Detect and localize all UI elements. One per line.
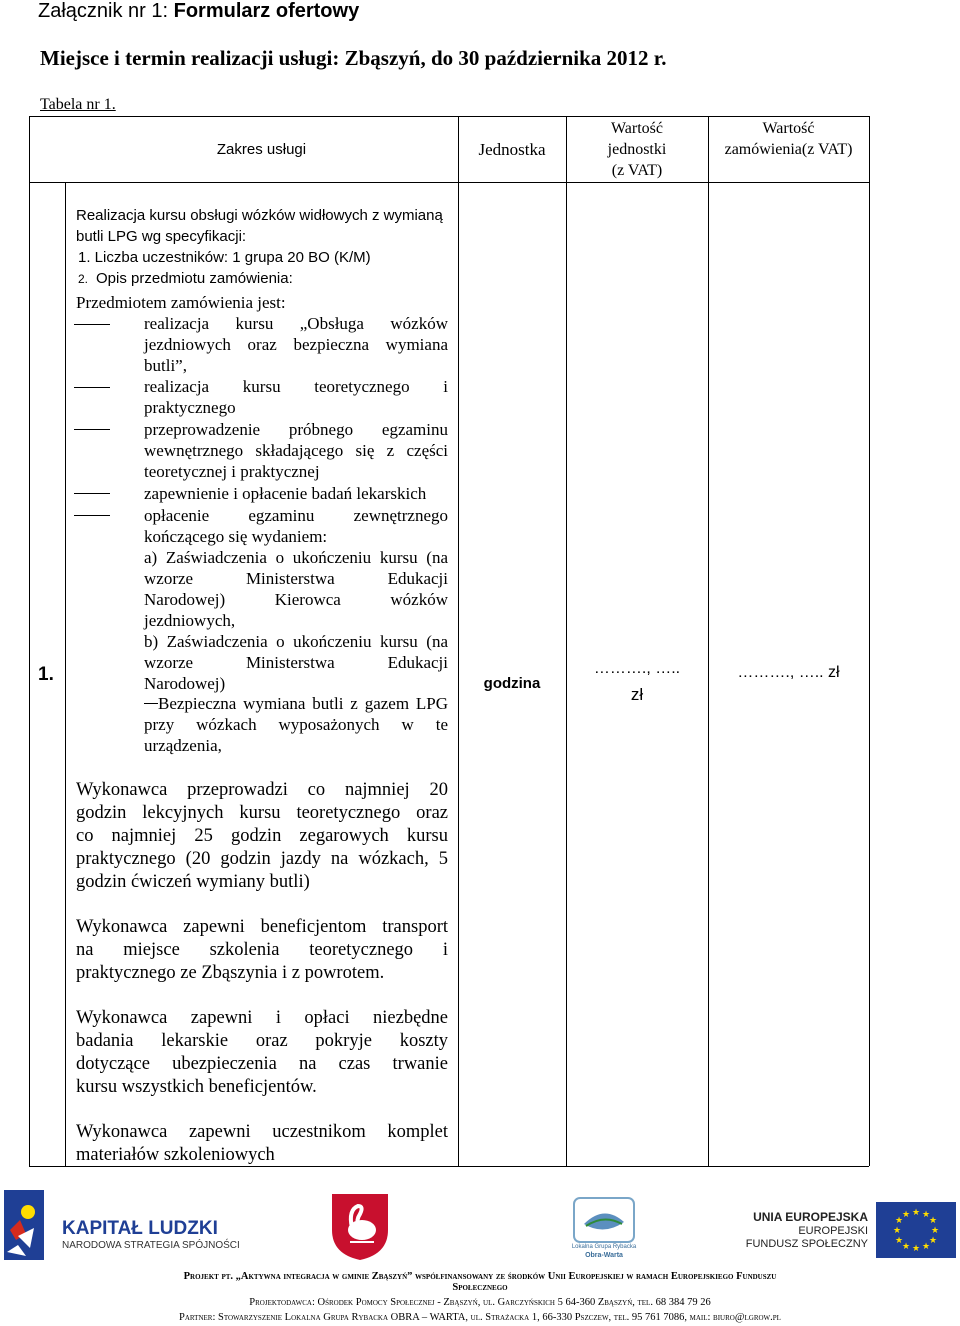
coat-of-arms-icon: [328, 1192, 392, 1262]
col-header-unit: Jednostka: [478, 140, 546, 159]
dash-item-line: a) Zaświadczenia o ukończeniu kursu (na: [144, 548, 448, 567]
dash-item-line: jezdniowych,: [144, 611, 236, 630]
kapital-ludzki-emblem-icon: [4, 1190, 48, 1260]
svg-text:★: ★: [930, 1226, 940, 1236]
footer-project-line2: Społecznego: [452, 1282, 508, 1293]
dash-item-line: przeprowadzenie próbnego egzaminu: [144, 420, 448, 439]
unit-value: godzina: [483, 675, 541, 692]
svg-text:★: ★: [901, 1242, 911, 1252]
paragraph-line: dotyczące ubezpieczenia na czas trwanie: [76, 1054, 448, 1074]
paragraph-line: Wykonawca zapewni beneficjentom transport: [76, 917, 448, 937]
paragraph-line: praktycznego (20 godzin jazdy na wózkach, 5: [76, 849, 448, 869]
dash-item-1: [144, 313, 448, 376]
paragraph-line: materiałów szkoleniowych: [76, 1145, 275, 1165]
dash-item-line: kończącego się wydaniem:: [144, 527, 328, 546]
dash-item-line: wewnętrznego składającego się z części: [144, 441, 448, 460]
page-title: [38, 0, 359, 23]
dash-item-3: [144, 419, 448, 482]
kapital-ludzki-subtitle: NARODOWA STRATEGIA SPÓJNOŚCI: [62, 1240, 240, 1251]
title-bold: Formularz ofertowy: [173, 0, 360, 22]
scope-intro-line2: butli LPG wg specyfikacji:: [76, 228, 247, 245]
unit-price-blank: ………., …..: [593, 660, 681, 677]
dash-item-line: praktycznego: [144, 398, 236, 417]
unit-price-currency: zł: [630, 685, 644, 704]
col-border-3: [566, 116, 567, 1166]
scope-lead: Przedmiotem zamówienia jest:: [76, 293, 286, 312]
dash-mark: [74, 324, 110, 325]
scope-list-2-num: 2.: [78, 272, 89, 286]
col-border-5: [869, 116, 870, 1166]
unit-price-field[interactable]: [566, 656, 708, 708]
paragraph-line: godzin ćwiczeń wymiany butli): [76, 872, 310, 892]
order-value-line2: zamówienia(z VAT): [724, 141, 853, 158]
svg-text:★: ★: [921, 1210, 931, 1220]
dash-item-line: teoretycznej i praktycznej: [144, 462, 320, 481]
dash-item-5: [144, 505, 448, 694]
paragraph-line: badania lekarskie oraz pokryje koszty: [76, 1031, 448, 1051]
col-border-2: [458, 116, 459, 1166]
paragraph-line: Wykonawca zapewni i opłaci niezbędne: [76, 1008, 448, 1028]
paragraph-medical: [76, 1007, 448, 1099]
col-header-unit-value: [566, 118, 708, 181]
footer-applicant: Projektodawca: Ośrodek Pomocy Społecznej - Zbąszyń, ul. Garczyńskich 5 64-360 Zbąszyń, tel. 68 384 79 26: [249, 1297, 711, 1308]
eu-flag-icon: [876, 1202, 956, 1258]
svg-text:★: ★: [894, 1216, 904, 1226]
dash-item-line: jezdniowych oraz bezpieczna wymiana: [144, 335, 448, 354]
scope-intro: [76, 205, 451, 290]
unit-value-line3: (z VAT): [611, 162, 663, 179]
kapital-ludzki-name: KAPITAŁ LUDZKI: [62, 1218, 218, 1239]
eu-fund-line1: EUROPEJSKI: [798, 1225, 868, 1237]
col-header-scope: Zakres usługi: [216, 141, 307, 158]
dash-mark: [74, 515, 110, 516]
dash-mark: [74, 387, 110, 388]
col-border-1: [65, 182, 66, 1166]
eu-name: UNIA EUROPEJSKA: [753, 1210, 868, 1224]
svg-text:★: ★: [911, 1208, 921, 1218]
table-header-border: [29, 182, 869, 183]
paragraph-materials: [76, 1121, 448, 1167]
paragraph-line: Wykonawca zapewni uczestnikom komplet: [76, 1122, 448, 1142]
dash-mark: [74, 493, 110, 494]
dash-item-line: realizacja kursu teoretycznego i: [144, 377, 448, 396]
dash-item-line: butli”,: [144, 356, 187, 375]
dash-item-line: wzorze Ministerstwa Edukacji: [144, 569, 448, 588]
dash-item-line: Narodowej) Kierowca wózków: [144, 590, 448, 609]
dash-item-4: [144, 483, 448, 504]
subtitle: Miejsce i termin realizacji usługi: Zbąszyń, do 30 października 2012 r.: [40, 46, 667, 70]
svg-text:★: ★: [892, 1226, 902, 1236]
paragraph-hours: [76, 779, 448, 894]
order-value-field[interactable]: ………., ….. zł: [737, 664, 840, 681]
lgr-line2: Obra-Warta: [585, 1252, 623, 1259]
svg-text:★: ★: [901, 1210, 911, 1220]
order-value-line1: Wartość: [762, 120, 815, 137]
svg-text:★: ★: [921, 1242, 931, 1252]
scope-list-2: Opis przedmiotu zamówienia:: [96, 270, 293, 287]
paragraph-line: godzin lekcyjnych kursu teoretycznego oraz: [76, 803, 448, 823]
paragraph-transport: [76, 916, 448, 985]
lgr-fish-icon: [572, 1196, 636, 1244]
title-prefix: Załącznik nr 1:: [38, 0, 174, 22]
svg-text:★: ★: [894, 1236, 904, 1246]
paragraph-line: Wykonawca przeprowadzi co najmniej 20: [76, 780, 448, 800]
dash-item-line: Narodowej): [144, 674, 226, 693]
dash-item-line: b) Zaświadczenia o ukończeniu kursu (na: [144, 632, 448, 651]
col-border-4: [708, 116, 709, 1166]
dash-mark: [74, 429, 110, 430]
unit-value-line1: Wartość: [610, 120, 664, 137]
row-number: 1.: [38, 664, 54, 685]
table-label: Tabela nr 1.: [40, 96, 116, 113]
svg-text:★: ★: [928, 1216, 938, 1226]
dash-item-line: Bezpieczna wymiana butli z gazem LPG: [158, 694, 448, 713]
scope-list-1: 1. Liczba uczestników: 1 grupa 20 BO (K/M): [78, 249, 371, 266]
dash-item-line: urządzenia,: [144, 736, 222, 755]
lgr-line1: Lokalna Grupa Rybacka: [571, 1244, 637, 1250]
dash-item-line: zapewnienie i opłacenie badań lekarskich: [144, 484, 427, 503]
scope-intro-line1: Realizacja kursu obsługi wózków widłowych z wymianą: [76, 207, 443, 224]
col-header-order-value: [708, 118, 869, 160]
paragraph-line: co najmniej 25 godzin zegarowych kursu: [76, 826, 448, 846]
logo-bar: [0, 1190, 960, 1262]
svg-text:★: ★: [911, 1244, 921, 1254]
col-border-0: [29, 116, 30, 1166]
footer-project: [0, 1271, 960, 1293]
dash-item-line: wzorze Ministerstwa Edukacji: [144, 653, 448, 672]
dash-item-6: [144, 693, 448, 756]
paragraph-line: kursu wszystkich beneficjentów.: [76, 1077, 317, 1097]
eu-fund-line2: FUNDUSZ SPOŁECZNY: [745, 1238, 868, 1250]
dash-item-line: opłacenie egzaminu zewnętrznego: [144, 506, 448, 525]
dash-item-2: [144, 376, 448, 418]
paragraph-line: praktycznego ze Zbąszynia i z powrotem.: [76, 963, 385, 983]
table-top-border: [29, 116, 869, 117]
footer-project-line1: Projekt pt. „Aktywna integracja w gminie Zbąszyń” współfinansowany ze środków Unii Europejskiej w ramach Europejskiego Funduszu: [183, 1271, 777, 1282]
unit-value-line2: jednostki: [607, 141, 667, 158]
dash-item-line: przy wózkach wyposażonych w te: [144, 715, 448, 734]
footer-partner: Partner: Stowarzyszenie Lokalna Grupa Rybacka OBRA – WARTA, ul. Strażacka 1, 66-330 Pszczew, tel. 95 761 7086, mail: biuro@lgrow.pl: [179, 1312, 781, 1323]
svg-text:★: ★: [928, 1236, 938, 1246]
dash-item-line: realizacja kursu „Obsługa wózków: [144, 314, 448, 333]
paragraph-line: na miejsce szkolenia teoretycznego i: [76, 940, 448, 960]
